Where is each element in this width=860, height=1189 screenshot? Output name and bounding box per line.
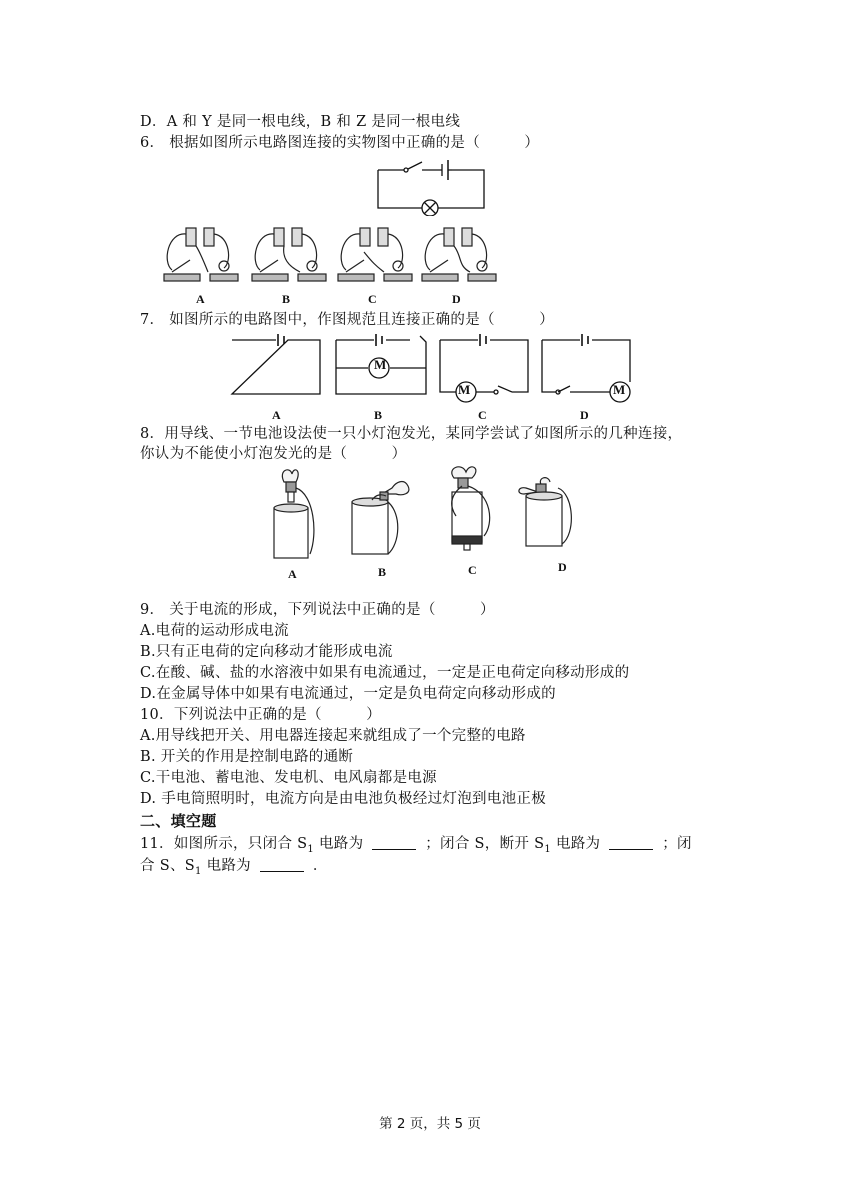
q11-line2: [140, 856, 328, 882]
q11-text-2: 电路为: [319, 836, 364, 852]
q6-label-a: A: [196, 292, 205, 306]
q6-physical-circuits: [160, 222, 500, 304]
q11-text-1: 11．如图所示，只闭合 S: [140, 836, 308, 852]
q8-option-b-image: [352, 482, 409, 554]
q7-d-motor-label: M: [613, 382, 626, 397]
q6-option-b-image: [252, 228, 326, 281]
q11-text-6: 合 S、S: [140, 858, 195, 874]
q5-option-d: D．A 和 Y 是同一根电线，B 和 Z 是同一根电线: [140, 114, 461, 130]
q7-label-d: D: [580, 408, 589, 422]
q7-label-a: A: [272, 408, 281, 422]
q11-text-8: ．: [312, 858, 328, 874]
q6-option-a-image: [164, 228, 238, 281]
q9-option-d: D.在金属导体中如果有电流通过，一定是负电荷定向移动形成的: [140, 686, 556, 702]
q7-label-b: B: [374, 408, 383, 422]
q10-option-d: D. 手电筒照明时，电流方向是由电池负极经过灯泡到电池正极: [140, 791, 547, 807]
q7-b-motor-label: M: [374, 357, 387, 372]
q6-stem: 6． 根据如图所示电路图连接的实物图中正确的是（ ）: [140, 135, 540, 151]
q11-blank-3[interactable]: [260, 857, 304, 872]
q7-option-c-diagram: [440, 334, 528, 402]
q8-option-d-image: [519, 478, 571, 546]
q6-label-d: D: [452, 292, 461, 306]
q11-text-5: ；闭: [662, 836, 692, 852]
q9-option-b: B.只有正电荷的定向移动才能形成电流: [140, 644, 393, 660]
q10-option-b: B. 开关的作用是控制电路的通断: [140, 749, 354, 765]
q11-text-7: 电路为: [206, 858, 251, 874]
q11-blank-2[interactable]: [609, 835, 653, 850]
q11-sub-3: 1: [194, 865, 202, 877]
q10-stem: 10．下列说法中正确的是（ ）: [140, 707, 382, 723]
section-heading-fill-blank: 二、填空题: [140, 812, 217, 830]
q10-option-c: C.干电池、蓄电池、发电机、电风扇都是电源: [140, 770, 437, 786]
q6-option-c-image: [338, 228, 412, 281]
q8-label-b: B: [378, 565, 387, 579]
q8-option-c-image: [452, 467, 490, 550]
q8-label-c: C: [468, 563, 477, 577]
q7-option-a-diagram: [232, 334, 320, 394]
q9-option-c: C.在酸、碱、盐的水溶液中如果有电流通过，一定是正电荷定向移动形成的: [140, 665, 630, 681]
q9-stem: 9． 关于电流的形成，下列说法中正确的是（ ）: [140, 602, 495, 618]
page-footer: 第 2 页，共 5 页: [379, 1116, 481, 1132]
q6-label-b: B: [282, 292, 291, 306]
q11-sub-1: 1: [307, 843, 315, 855]
q9-option-a: A.电荷的运动形成电流: [140, 623, 289, 639]
q11-blank-1[interactable]: [372, 835, 416, 850]
q11-sub-2: 1: [544, 843, 552, 855]
q6-circuit-diagram: [370, 156, 490, 216]
q11-text-3: ；闭合 S，断开 S: [425, 836, 545, 852]
q10-option-a: A.用导线把开关、用电器连接起来就组成了一个完整的电路: [140, 728, 526, 744]
q6-option-d-image: [422, 228, 496, 281]
q7-label-c: C: [478, 408, 487, 422]
q8-option-a-image: [274, 470, 314, 558]
q8-battery-bulb-images: [262, 464, 602, 564]
q8-label-a: A: [288, 567, 297, 581]
q8-stem-line1: 8．用导线、一节电池设法使一只小灯泡发光，某同学尝试了如图所示的几种连接，: [140, 426, 683, 442]
q7-stem: 7． 如图所示的电路图中，作图规范且连接正确的是（ ）: [140, 312, 555, 328]
q8-label-d: D: [558, 560, 567, 574]
q7-circuit-diagrams: [228, 334, 638, 404]
q7-c-motor-label: M: [458, 382, 471, 397]
q6-label-c: C: [368, 292, 377, 306]
q8-stem-line2: 你认为不能使小灯泡发光的是（ ）: [140, 446, 407, 462]
q11-text-4: 电路为: [555, 836, 601, 852]
